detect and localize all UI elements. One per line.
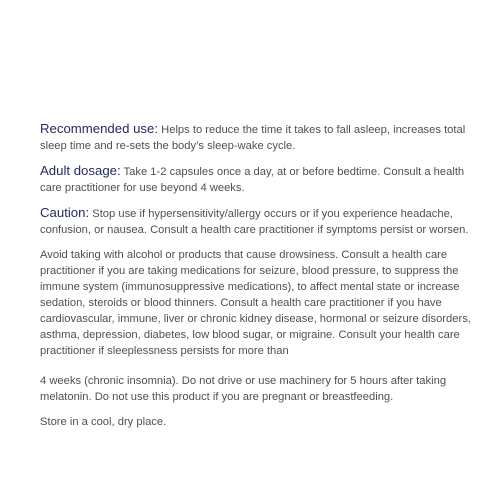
- recommended-use-text: Helps to reduce the time it takes to fall asleep, increases total sleep time and re-sets the body’s sleep-wake cycle.: [40, 124, 466, 152]
- avoid-paragraph: Avoid taking with alcohol or products that cause drowsiness. Consult a health care practitioner if you are taking medications for seizure, blood pressure, to suppress the immune system (immunosuppressive medications), to affect mental state or increase sedation, steroids or blood thinners. Consult a health care practitioner if you have cardiovascular, immune, liver or chronic kidney disease, hormonal or seizure disorders, asthma, depression, diabetes, low blood sugar, or migraine. Consult your health care practitioner if sleeplessness persists for more than: [40, 249, 471, 357]
- adult-dosage-heading: Adult dosage:: [40, 163, 121, 178]
- caution-text: Stop use if hypersensitivity/allergy occurs or if you experience headache, confusion, or nausea. Consult a health care practitioner if symptoms persist or worsen.: [40, 208, 469, 236]
- recommended-use-paragraph: [40, 121, 488, 154]
- storage-paragraph: Store in a cool, dry place.: [40, 416, 167, 428]
- label-text-block: [40, 121, 488, 430]
- recommended-use-heading: Recommended use:: [40, 121, 159, 136]
- avoid-continued-paragraph: 4 weeks (chronic insomnia). Do not drive or use machinery for 5 hours after taking melatonin. Do not use this product if you are pregnant or breastfeeding.: [40, 375, 447, 403]
- caution-paragraph: [40, 205, 488, 238]
- adult-dosage-paragraph: [40, 163, 488, 196]
- adult-dosage-text: Take 1-2 capsules once a day, at or before bedtime. Consult a health care practitioner for use beyond 4 weeks.: [40, 166, 465, 194]
- caution-heading: Caution:: [40, 205, 90, 220]
